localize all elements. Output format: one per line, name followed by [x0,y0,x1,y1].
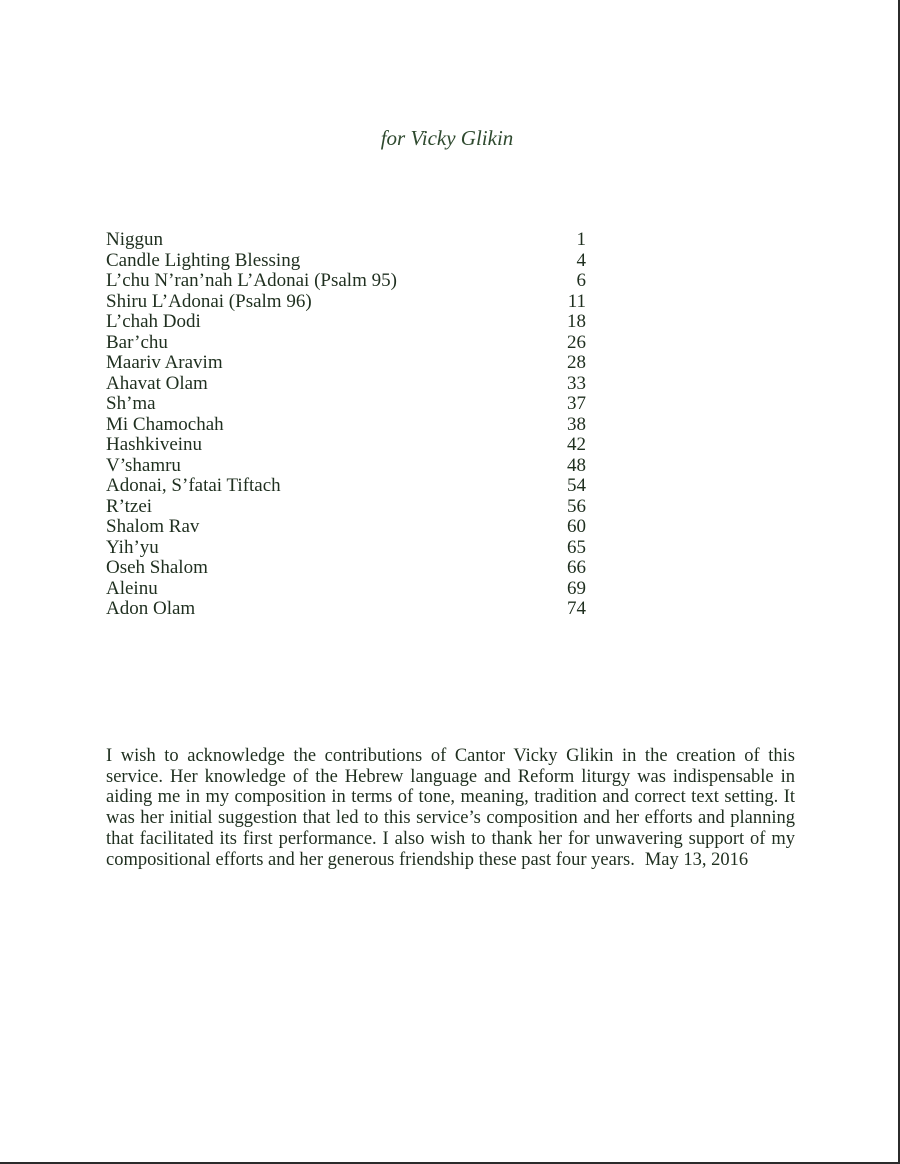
toc-entry-page: 18 [567,311,586,332]
toc-entry-title: Sh’ma [106,393,156,414]
acknowledgement-date: May 13, 2016 [644,849,749,870]
toc-entry-title: Shalom Rav [106,516,200,537]
dedication: for Vicky Glikin [380,126,514,150]
toc-entry-page: 54 [567,475,586,496]
toc-entry [106,599,586,620]
toc-entry-page: 69 [567,577,586,599]
toc-entry-title: R’tzei [106,495,153,517]
toc-entry [106,353,586,374]
toc-entry-title: Mi Chamochah [106,413,224,435]
table-of-contents [106,230,586,620]
toc-entry-title: Adon Olam [106,598,196,619]
toc-entry [106,517,586,538]
toc-entry-title: Hashkiveinu [106,434,203,455]
toc-entry-page: 42 [567,434,586,455]
toc-entry-title: L’chu N’ran’nah L’Adonai (Psalm 95) [106,270,397,291]
toc-entry-page: 56 [567,495,586,517]
acknowledgement-text: I wish to acknowledge the contributions of Cantor Vicky Glikin in the creation of this service. Her knowledge of the Hebrew language and Reform liturgy was indispensable in aiding me in my composition in terms of tone, meaning, tradition and correct text setting. It was her initial suggestion that led to this service’s composition and her efforts and planning that facilitated its first performance. I also wish to thank her for unwavering support of my compositional efforts and her generous friendship these past four years. [106,746,795,870]
toc-entry-title: L’chah Dodi [106,311,201,332]
toc-entry [106,251,586,272]
toc-entry-title: Yih’yu [106,536,159,558]
toc-entry-title: Candle Lighting Blessing [106,249,301,271]
toc-entry-title: Adonai, S’fatai Tiftach [106,475,281,496]
toc-entry-title: Oseh Shalom [106,557,208,578]
toc-entry [106,476,586,497]
toc-entry [106,374,586,395]
toc-entry [106,312,586,333]
toc-entry-title: Ahavat Olam [106,372,208,394]
toc-entry-page: 66 [567,557,586,578]
toc-entry [106,394,586,415]
toc-entry [106,579,586,600]
toc-entry-page: 48 [567,454,586,476]
acknowledgement-paragraph [106,746,795,870]
toc-entry-page: 65 [567,536,586,558]
toc-entry-page: 28 [567,352,586,373]
toc-entry [106,538,586,559]
toc-entry-page: 74 [567,598,586,619]
toc-entry-title: V’shamru [106,454,181,476]
toc-entry [106,435,586,456]
toc-entry [106,497,586,518]
toc-entry [106,230,586,251]
toc-entry [106,333,586,354]
toc-entry [106,271,586,292]
toc-entry-title: Niggun [106,229,163,250]
toc-entry-page: 26 [567,331,586,353]
toc-entry-page: 4 [576,249,586,271]
toc-entry-page: 37 [567,393,586,414]
toc-entry-page: 6 [576,270,586,291]
toc-entry-page: 60 [567,516,586,537]
toc-entry [106,558,586,579]
toc-entry [106,456,586,477]
toc-entry-title: Aleinu [106,577,158,599]
toc-entry-title: Maariv Aravim [106,352,223,373]
toc-entry-page: 38 [567,413,586,435]
toc-entry-title: Bar’chu [106,331,168,353]
toc-entry-page: 1 [576,229,586,250]
toc-entry-title: Shiru L’Adonai (Psalm 96) [106,290,312,312]
toc-entry-page: 11 [567,290,586,312]
toc-entry-page: 33 [567,372,586,394]
toc-entry [106,292,586,313]
toc-entry [106,415,586,436]
